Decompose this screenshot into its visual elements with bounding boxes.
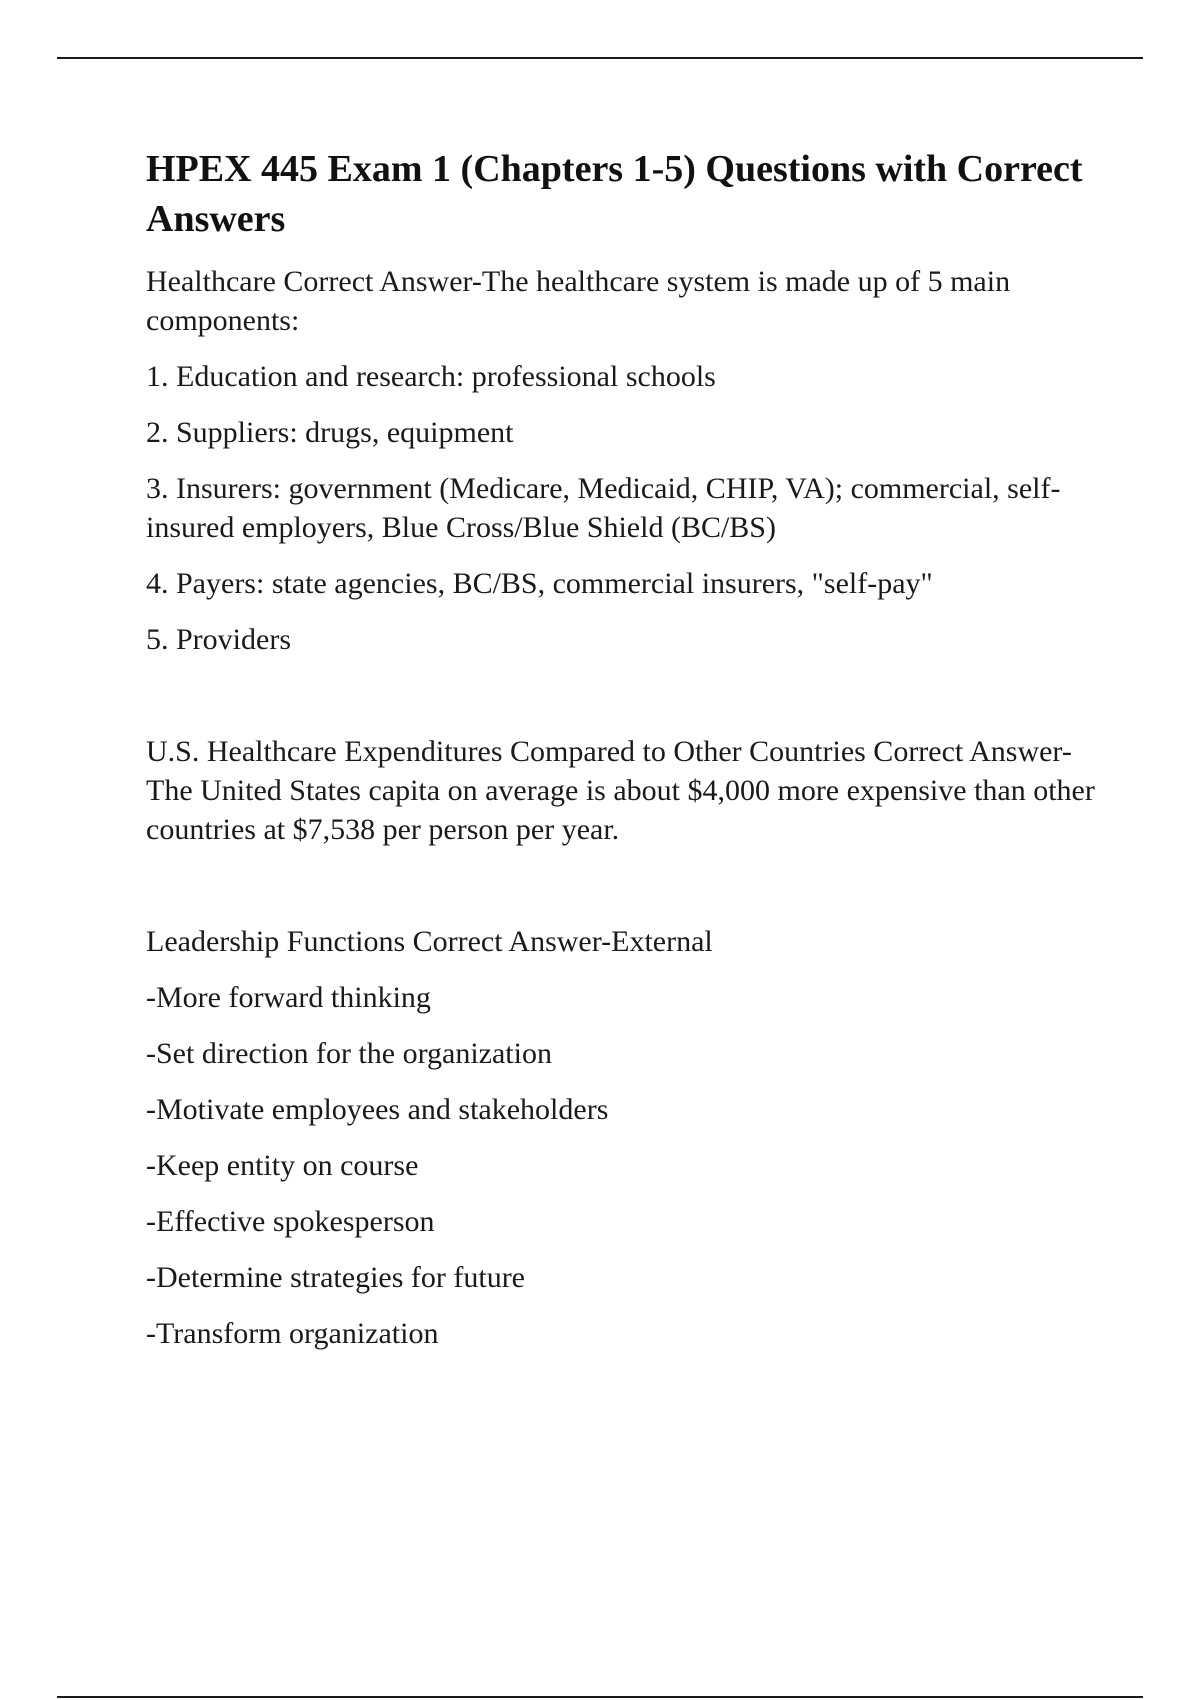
bottom-rule <box>57 1696 1143 1698</box>
paragraph: Healthcare Correct Answer-The healthcare system is made up of 5 main components: <box>146 265 1011 337</box>
list-item: -Effective spokesperson <box>146 1205 435 1238</box>
list-item: -Motivate employees and stakeholders <box>146 1093 609 1126</box>
document-title: HPEX 445 Exam 1 (Chapters 1-5) Questions with Correct Answers <box>146 148 1083 240</box>
document-body <box>146 144 1096 1370</box>
section-expenditures <box>146 732 1096 849</box>
list-item: -Transform organization <box>146 1317 439 1350</box>
paragraph: U.S. Healthcare Expenditures Compared to Other Countries Correct Answer-The United States capita on average is about $4,000 more expensive than other countries at $7,538 per person per year. <box>146 735 1095 846</box>
top-rule <box>57 57 1143 59</box>
list-item: 4. Payers: state agencies, BC/BS, commercial insurers, "self-pay" <box>146 567 933 600</box>
list-item: 3. Insurers: government (Medicare, Medicaid, CHIP, VA); commercial, self-insured employers, Blue Cross/Blue Shield (BC/BS) <box>146 472 1061 544</box>
list-item: 2. Suppliers: drugs, equipment <box>146 416 514 449</box>
list-item: -Determine strategies for future <box>146 1261 525 1294</box>
section-spacer <box>146 866 1096 922</box>
section-healthcare <box>146 262 1096 659</box>
list-item: 1. Education and research: professional schools <box>146 360 716 393</box>
list-item: -Set direction for the organization <box>146 1037 552 1070</box>
list-item: -Keep entity on course <box>146 1149 419 1182</box>
section-spacer <box>146 676 1096 732</box>
list-item: -More forward thinking <box>146 981 431 1014</box>
paragraph: Leadership Functions Correct Answer-External <box>146 925 713 958</box>
list-item: 5. Providers <box>146 623 291 656</box>
section-leadership <box>146 922 1096 1353</box>
